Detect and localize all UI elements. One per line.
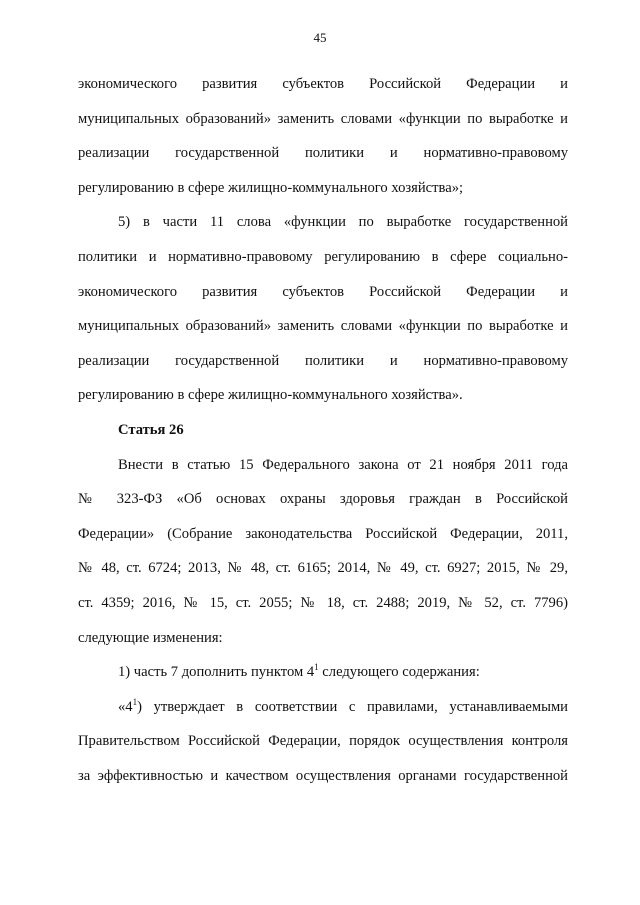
text-line: № 323-ФЗ «Об основах охраны здоровья граждан в Российской: [78, 491, 568, 508]
text-line: реализации государственной политики и нормативно-правовому: [78, 145, 568, 162]
text-line: за эффективностью и качеством осуществления органами государственной: [78, 767, 568, 784]
text-fragment: «4: [118, 698, 133, 715]
text-line: [78, 690, 568, 725]
text-line: ст. 4359; 2016, № 15, ст. 2055; № 18, ст. 2488; 2019, № 52, ст. 7796): [78, 594, 568, 611]
text-line: 5) в части 11 слова «функции по выработке государственной: [118, 214, 568, 231]
text-line: регулированию в сфере жилищно-коммунального хозяйства».: [78, 387, 463, 404]
text-line: Федерации» (Собрание законодательства Российской Федерации, 2011,: [78, 525, 568, 542]
text-line: следующие изменения:: [78, 629, 223, 646]
text-fragment: ) утверждает в соответствии с правилами, устанавливаемыми: [137, 698, 568, 715]
superscript: 1: [314, 662, 319, 673]
text-line: политики и нормативно-правовому регулированию в сфере социально-: [78, 248, 568, 265]
text-fragment: следующего содержания:: [318, 664, 480, 681]
article-heading: Статья 26: [118, 421, 184, 438]
text-line: муниципальных образований» заменить словами «функции по выработке и: [78, 110, 568, 127]
paragraph-3: [78, 448, 568, 656]
paragraph-2: [78, 205, 568, 413]
text-line: № 48, ст. 6724; 2013, № 48, ст. 6165; 2014, № 49, ст. 6927; 2015, № 29,: [78, 560, 568, 577]
paragraph-4: [78, 655, 568, 690]
text-line: Правительством Российской Федерации, порядок осуществления контроля: [78, 733, 568, 750]
page-number: 45: [313, 30, 327, 45]
text-line: Внести в статью 15 Федерального закона от 21 ноября 2011 года: [118, 456, 568, 473]
paragraph-1: [78, 67, 568, 205]
text-line: экономического развития субъектов Российской Федерации и: [78, 76, 568, 92]
document-body: [78, 67, 568, 793]
paragraph-5: [78, 690, 568, 794]
text-line: регулированию в сфере жилищно-коммунального хозяйства»;: [78, 179, 464, 196]
superscript: 1: [132, 696, 138, 707]
text-fragment: 1) часть 7 дополнить пунктом 4: [118, 664, 315, 681]
text-line: муниципальных образований» заменить словами «функции по выработке и: [78, 318, 568, 335]
text-line: реализации государственной политики и нормативно-правовому: [78, 352, 568, 369]
text-line: экономического развития субъектов Российской Федерации и: [78, 283, 568, 300]
